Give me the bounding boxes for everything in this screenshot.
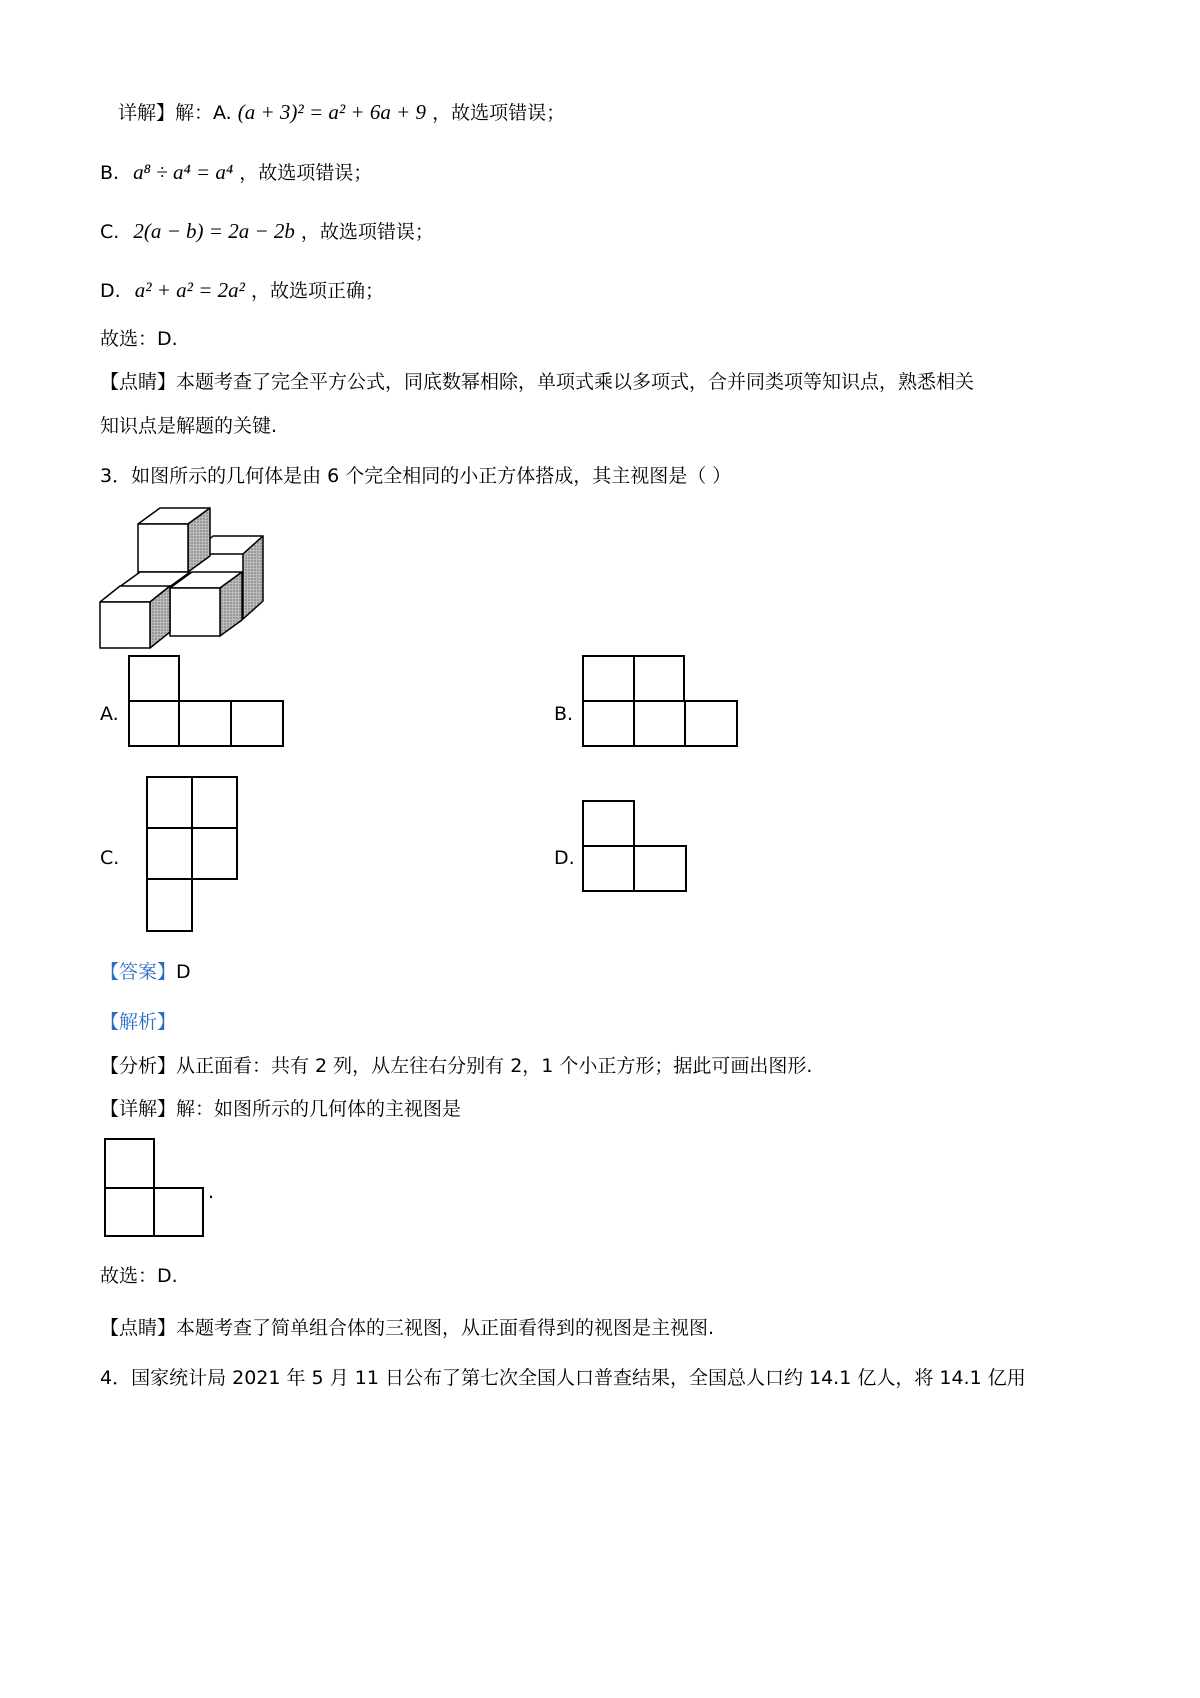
q3-solution-front-view (104, 1138, 206, 1238)
q3-choice: 故选：D. (100, 1265, 178, 1287)
q2-option-b-line (100, 158, 372, 187)
q2-option-d-note: ，故选项正确； (251, 280, 385, 302)
q3-option-c-label: C. (100, 847, 120, 869)
q3-detail: 【详解】解：如图所示的几何体的主视图是 (100, 1098, 462, 1120)
q3-comment: 【点睛】本题考查了简单组合体的三视图，从正面看得到的视图是主视图. (100, 1317, 715, 1339)
q3-answer-tag: 【答案】 (100, 961, 177, 983)
q2-option-a-line (118, 98, 565, 127)
q3-option-d-label: D. (554, 847, 575, 869)
q3-question: 3．如图所示的几何体是由 6 个完全相同的小正方体搭成，其主视图是（ ） (100, 465, 732, 487)
q3-answer-value: D (176, 961, 191, 983)
q3-answer-line (100, 958, 191, 986)
q2-option-b-note: ，故选项错误； (239, 162, 373, 184)
q3-option-a-label: A. (100, 703, 119, 725)
q3-option-c-figure (146, 776, 238, 932)
q2-comment-line2: 知识点是解题的关键. (100, 415, 278, 437)
q3-option-a-figure (128, 655, 284, 747)
q2-comment-line1: 【点睛】本题考查了完全平方公式，同底数幂相除，单项式乘以多项式，合并同类项等知识点，熟悉相关 (100, 371, 975, 393)
q2-option-c-label: C. (100, 221, 120, 243)
q4-question: 4．国家统计局 2021 年 5 月 11 日公布了第七次全国人口普查结果，全国总人口约 14.1 亿人，将 14.1 亿用 (100, 1367, 1026, 1389)
q2-choice: 故选：D. (100, 328, 178, 350)
q3-cube-figure (98, 506, 268, 651)
q2-option-c-expression: 2(a − b) = 2a − 2b (133, 219, 295, 243)
q2-detail-intro: 详解】解：A. (118, 102, 232, 124)
q2-option-a-note: ，故选项错误； (432, 102, 566, 124)
q2-option-d-line (100, 276, 384, 305)
q3-option-d-figure (582, 800, 688, 892)
q3-option-b-label: B. (554, 703, 574, 725)
q3-analysis: 【分析】从正面看：共有 2 列，从左往右分别有 2，1 个小正方形；据此可画出图形. (100, 1055, 813, 1077)
q2-option-a-expression: (a + 3)² = a² + 6a + 9 (237, 100, 427, 124)
q2-option-b-expression: a⁸ ÷ a⁴ = a⁴ (133, 160, 234, 184)
q2-option-c-note: ，故选项错误； (300, 221, 434, 243)
q3-option-b-figure (582, 655, 738, 747)
q3-analysis-tag: 【解析】 (100, 1011, 177, 1033)
q3-detail-period: . (208, 1181, 215, 1203)
q2-option-d-label: D. (100, 280, 121, 302)
q2-option-d-expression: a² + a² = 2a² (134, 278, 245, 302)
q2-option-c-line (100, 217, 434, 246)
q2-option-b-label: B. (100, 162, 120, 184)
